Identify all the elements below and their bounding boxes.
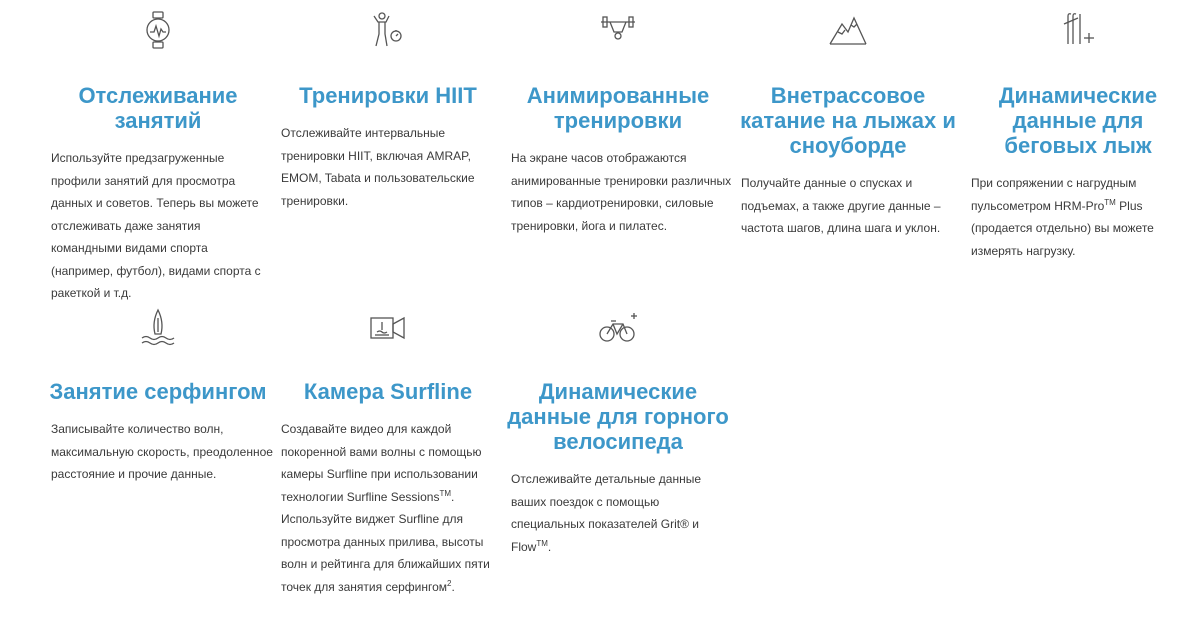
trademark-sup: TM [536, 538, 548, 548]
desc-text: При сопряжении с нагрудным пульсометром HRM-Pro [971, 176, 1137, 213]
hiit-workout-icon [368, 10, 408, 50]
feature-title: Динамические данные для беговых лыж [998, 83, 1158, 158]
mountain-bike-icon [598, 310, 638, 350]
smartwatch-icon [138, 10, 178, 50]
feature-title: Отслеживание занятий [78, 83, 238, 133]
feature-description: На экране часов отображаются анимированные тренировки различных типов – кардиотренировки, силовые тренировки, йога и пилатес. [511, 151, 732, 233]
desc-text: . [451, 579, 455, 594]
feature-title: Занятие серфингом [49, 379, 267, 404]
footnote-sup: 2 [447, 578, 452, 588]
feature-description: Получайте данные о спусках и подъемах, а также другие данные – частота шагов, длина шага и уклон. [741, 176, 941, 235]
desc-text: . [547, 539, 552, 554]
desc-text: Создавайте видео для каждой покоренной вами волны с помощью камеры Surfline при использовании технологии Surfline Sessions [281, 422, 482, 504]
desc-text: . Используйте виджет Surfline для просмотра данных прилива, высоты волн и рейтинга для ближайших пяти точек для занятия серфингом [281, 489, 490, 594]
feature-description [971, 172, 1193, 262]
feature-title: Динамические данные для горного велосипеда [507, 379, 729, 454]
feature-description [511, 468, 733, 558]
mountain-icon [828, 10, 868, 50]
desc-text: Plus (продается отдельно) вы можете измерять нагрузку. [971, 198, 1154, 258]
desc-text: Отслеживайте детальные данные ваших поездок с помощью специальных показателей Grit® и Flow [511, 472, 702, 554]
trademark-sup: TM [1104, 197, 1116, 207]
trademark-sup: TM [439, 488, 452, 498]
feature-description: Используйте предзагруженные профили занятий для просмотра данных и советов. Теперь вы можете отслеживать даже занятия командными видами спорта (например, футбол), видами спорта с ракеткой и т.д. [51, 151, 261, 300]
feature-description [281, 418, 493, 598]
feature-title: Камера Surfline [303, 379, 473, 404]
feature-description: Отслеживайте интервальные тренировки HIIT, включая AMRAP, EMOM, Tabata и пользовательские тренировки. [281, 126, 475, 208]
feature-title: Тренировки HIIT [299, 83, 477, 108]
barbell-icon [598, 10, 638, 50]
feature-title: Анимированные тренировки [526, 83, 710, 133]
feature-title: Внетрассовое катание на лыжах и сноуборде [740, 83, 956, 158]
video-camera-icon [368, 308, 408, 348]
surfboard-icon [138, 308, 178, 348]
feature-description: Записывайте количество волн, максимальную скорость, преодоленное расстояние и прочие данные. [51, 422, 273, 481]
nordic-ski-icon [1058, 10, 1098, 50]
